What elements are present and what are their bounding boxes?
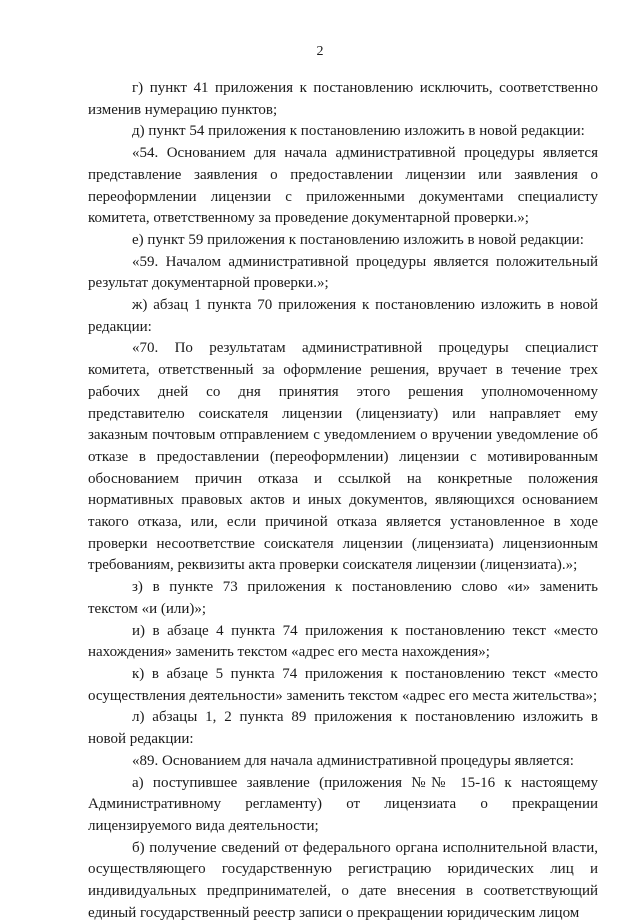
paragraph-subitem-a: а) поступившее заявление (приложения №№ 15-16 к настоящему Административному регламенту) от лицензиата о прекращении лицензируемого вида деятельности; [88, 774, 598, 834]
paragraph-item-e: е) пункт 59 приложения к постановлению изложить в новой редакции: [132, 231, 584, 248]
paragraph-item-d: д) пункт 54 приложения к постановлению изложить в новой редакции: [132, 123, 585, 140]
paragraph-item-z: з) в пункте 73 приложения к постановлению слово «и» заменить текстом «и (или)»; [88, 579, 598, 617]
document-body [88, 78, 598, 924]
paragraph-quote-54: «54. Основанием для начала административной процедуры является представление заявления о предоставлении лицензии или заявления о переоформлении лицензии с приложенными документами специалисту комитета, ответственному за проведение документарной проверки.»; [88, 145, 598, 227]
paragraph-item-l: л) абзацы 1, 2 пункта 89 приложения к постановлению изложить в новой редакции: [88, 709, 598, 748]
paragraph-subitem-b: б) получение сведений от федерального органа исполнительной власти, осуществляющего государственную регистрацию юридических лиц и индивидуальных предпринимателей, о дате внесения в соответствующий единый государственный реестр записи о прекращении юридическим лицом [88, 839, 598, 921]
paragraph-item-g: г) пункт 41 приложения к постановлению исключить, соответственно изменив нумерацию пунктов; [88, 80, 598, 118]
paragraph-quote-70: «70. По результатам административной процедуры специалист комитета, ответственный за оформление решения, вручает в течение трех рабочих дней со дня принятия этого решения уполномоченному представителю соискателя лицензии (лицензиату) или направляет ему заказным почтовым отправлением с уведомлением о вручении уведомление об отказе в предоставлении (переоформлении) лицензии с мотивированным обоснованием причин отказа и ссылкой на конкретные положения нормативных правовых актов и иных документов, являющихся основанием такого отказа, или, если причиной отказа является установленное в ходе проверки несоответствие соискателя лицензии (лицензиата) лицензионным требованиям, реквизиты акта проверки соискателя лицензии (лицензиата).»; [88, 340, 598, 574]
paragraph-quote-89: «89. Основанием для начала административной процедуры является: [132, 752, 574, 769]
paragraph-item-i: и) в абзаце 4 пункта 74 приложения к постановлению текст «место нахождения» заменить текстом «адрес его места нахождения»; [88, 622, 598, 661]
page-number: 2 [316, 44, 324, 59]
paragraph-item-k: к) в абзаце 5 пункта 74 приложения к постановлению текст «место осуществления деятельности» заменить текстом «адрес его места жительства»; [88, 665, 598, 704]
paragraph-item-zh: ж) абзац 1 пункта 70 приложения к постановлению изложить в новой редакции: [88, 297, 598, 335]
paragraph-quote-59: «59. Началом административной процедуры является положительный результат документарной проверки.»; [88, 253, 598, 292]
